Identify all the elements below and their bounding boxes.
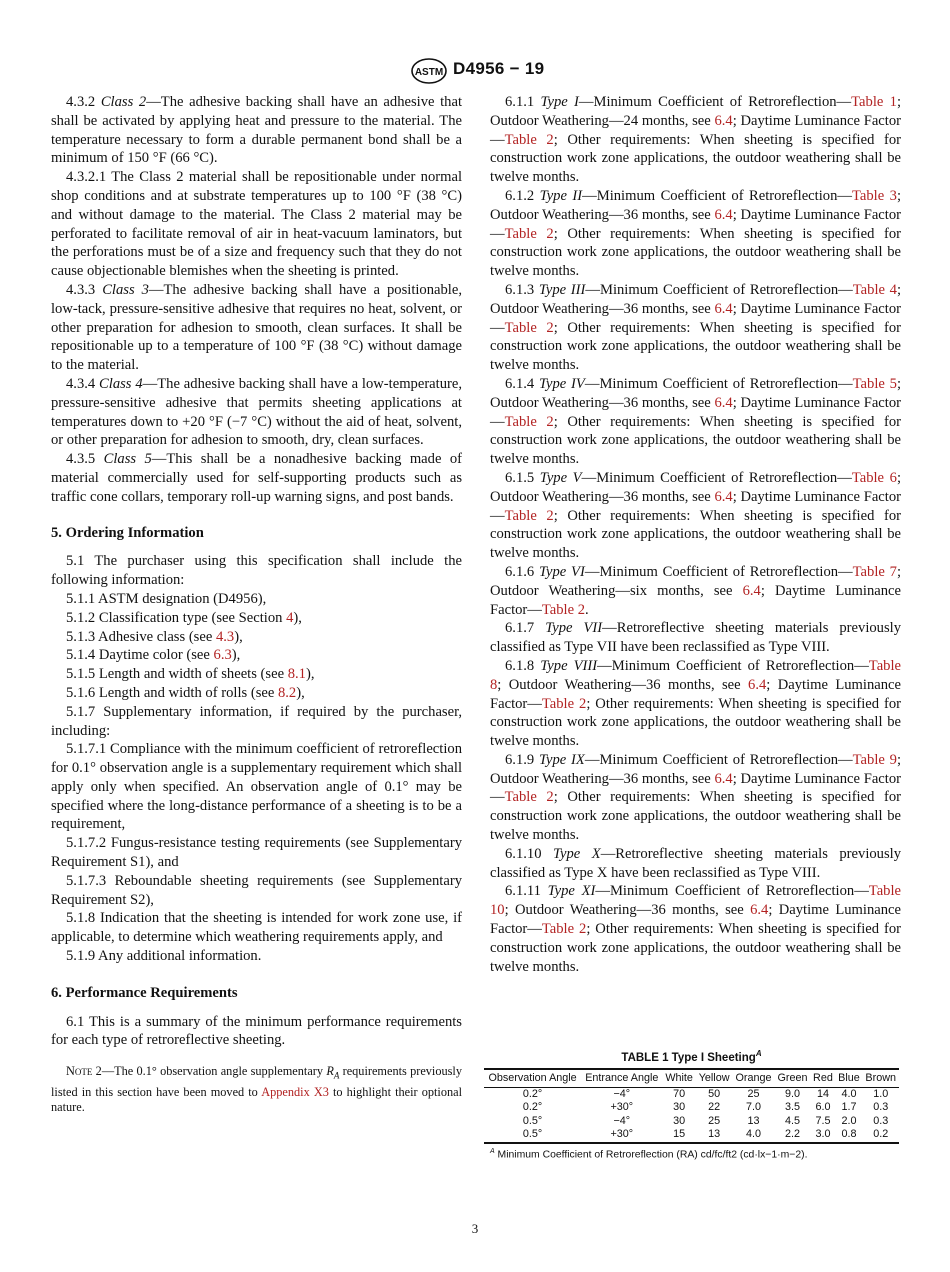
para-5-1: 5.1 The purchaser using this specification shall include the following information: (51, 553, 462, 589)
table-cell: 30 (673, 1114, 686, 1127)
section-6-4-link[interactable]: 6.4 (742, 582, 761, 599)
table-cell: 0.3 (873, 1101, 889, 1114)
table-1-footnote: $^A$ Minimum Coefficient of Retroreflection (RA) cd/fc/ft2 (cd·lx−1·m−2). (490, 1147, 808, 1161)
para-4-3-3: 4.3.3 Class 3—The adhesive backing shall have a positionable, low-tack, pressure-sensitive adhesive that requires no heat, solvent, or other preparation for adhesion to smooth, clean surfaces. It shall be repositionable up to a temperature of 100 °F (38 °C) without damage to the material. (51, 281, 462, 374)
para-5-1-2: 5.1.2 Classification type (see Section 4), (66, 609, 302, 626)
para-5-1-7-3: 5.1.7.3 Reboundable sheeting requirements (see Supplementary Requirement S2), (51, 872, 462, 908)
table-1-grid (484, 1068, 899, 1144)
table-cell: 50 (708, 1087, 721, 1100)
table-2-link[interactable]: Table 2 (504, 225, 554, 242)
table-1 (484, 1049, 899, 1160)
appendix-x3-link[interactable]: Appendix X3 (261, 1084, 329, 1099)
table-cell: 0.5° (522, 1114, 543, 1127)
table-cell: 6.0 (815, 1101, 831, 1114)
table-cell: 9.0 (784, 1087, 800, 1100)
section-6-4-link[interactable]: 6.4 (714, 112, 733, 129)
page-header (0, 58, 950, 88)
table-header-cell: Green (777, 1071, 808, 1084)
table-cell: 25 (708, 1114, 721, 1127)
para-5-1-7-1: 5.1.7.1 Compliance with the minimum coefficient of retroreflection for 0.1° observation angle is a supplementary requirement which shall apply only when specified. An observation angle of 0.1° may be specified where the long-distance performance of a sheeting is to be a requirement, (51, 741, 462, 833)
section-6-heading: 6. Performance Requirements (51, 984, 238, 1001)
table-cell: +30° (610, 1128, 634, 1141)
table-2-link[interactable]: Table 2 (541, 921, 587, 938)
svg-text:ASTM: ASTM (414, 67, 444, 78)
section-6-4-link[interactable]: 6.4 (714, 488, 733, 505)
para-6-1-2: 6.1.2 Type II—Minimum Coefficient of Retroreflection—Table 3; Outdoor Weathering—36 months, see 6.4; Daytime Luminance Factor—Table 2; Other requirements: When sheeting is specified for construction work zone applications, the outdoor weathering shall be twelve months. (490, 187, 901, 280)
table-cell: 15 (673, 1128, 686, 1141)
table-header-row (484, 1069, 899, 1088)
table-cell: 4.0 (746, 1128, 762, 1141)
section-5-heading: 5. Ordering Information (51, 524, 204, 541)
table-row (484, 1087, 899, 1101)
table-header-cell: Red (813, 1071, 833, 1084)
table-cell: 0.3 (873, 1114, 889, 1127)
section-6-4-link[interactable]: 6.4 (714, 206, 733, 223)
table-header-cell: Blue (838, 1071, 860, 1084)
table-1-title: TABLE 1 Type I Sheeting$^A$ (621, 1049, 762, 1064)
table-cell: 22 (708, 1101, 721, 1114)
para-6-1-10: 6.1.10 Type X—Retroreflective sheeting materials previously classified as Type X have been reclassified as Type VIII. (490, 845, 901, 881)
para-6-1-3: 6.1.3 Type III—Minimum Coefficient of Retroreflection—Table 4; Outdoor Weathering—36 months, see 6.4; Daytime Luminance Factor—Table 2; Other requirements: When sheeting is specified for construction work zone applications, the outdoor weathering shall be twelve months. (490, 281, 901, 374)
table-2-link[interactable]: Table 2 (504, 789, 554, 806)
table-cell: 3.0 (815, 1128, 831, 1141)
para-5-1-7-2: 5.1.7.2 Fungus-resistance testing requirements (see Supplementary Requirement S1), and (51, 835, 462, 871)
table-cell: 0.5° (522, 1128, 543, 1141)
table-cell: 2.2 (784, 1128, 800, 1141)
table-header-cell: Entrance Angle (585, 1071, 659, 1084)
table-header-cell: Brown (865, 1071, 897, 1084)
table-cell: 25 (747, 1087, 760, 1100)
section-6-4-link[interactable]: 6.4 (714, 394, 733, 411)
table-cell: 3.5 (784, 1101, 800, 1114)
para-5-1-7: 5.1.7 Supplementary information, if required by the purchaser, including: (51, 703, 462, 739)
page-number: 3 (471, 1221, 479, 1236)
para-4-3-2: 4.3.2 Class 2—The adhesive backing shall have an adhesive that shall be activated by applying heat and pressure to the material. The temperature necessary to form a durable permanent bond shall be a minimum of 150 °F (66 °C). (51, 94, 462, 167)
right-column (490, 93, 901, 976)
table-cell: 7.5 (815, 1114, 831, 1127)
section-6-3-link[interactable]: 6.3 (213, 647, 232, 664)
table-2-link[interactable]: Table 2 (504, 319, 554, 336)
table-cell: 0.2 (873, 1128, 889, 1141)
table-cell: 70 (673, 1087, 686, 1100)
para-6-1: 6.1 This is a summary of the minimum performance requirements for each type of retroreflective sheeting. (51, 1013, 462, 1049)
para-4-3-4: 4.3.4 Class 4—The adhesive backing shall have a low-temperature, pressure-sensitive adhesive that permits sheeting applications at temperatures down to +20 °F (−7 °C) without the aid of heat, solvent, or other preparation for adhesion to smooth, dry, clean surfaces. (51, 375, 462, 449)
note-2: Note 2—The 0.1° observation angle supplementary $R_A$ requirements previously listed in this section have been moved to Appendix X3 to highlight their optional nature. (51, 1064, 462, 1115)
table-cell: 13 (747, 1114, 760, 1127)
para-6-1-9: 6.1.9 Type IX—Minimum Coefficient of Retroreflection—Table 9; Outdoor Weathering—36 months, see 6.4; Daytime Luminance Factor—Table 2; Other requirements: When sheeting is specified for construction work zone applications, the outdoor weathering shall be twelve months. (490, 751, 902, 844)
table-cell: 0.2° (522, 1087, 543, 1100)
table-link[interactable]: Table 5 (852, 375, 897, 392)
section-8-1-link[interactable]: 8.1 (287, 666, 306, 683)
table-row (484, 1128, 899, 1143)
table-cell: 7.0 (746, 1101, 762, 1114)
table-link[interactable]: Table 9 (852, 751, 897, 768)
table-header-cell: Yellow (698, 1071, 730, 1084)
table-cell: 1.0 (873, 1087, 889, 1100)
table-2-link[interactable]: Table 2 (504, 507, 554, 524)
document-designation: D4956 − 19 (453, 59, 545, 78)
para-5-1-9: 5.1.9 Any additional information. (66, 948, 262, 965)
left-column (51, 93, 462, 1116)
table-header-cell: Observation Angle (488, 1071, 577, 1084)
table-cell: 1.7 (841, 1101, 857, 1114)
table-cell: 13 (708, 1128, 721, 1141)
para-6-1-7: 6.1.7 Type VII—Retroreflective sheeting materials previously classified as Type VII have been reclassified as Type VIII. (490, 620, 901, 656)
section-6-4-link[interactable]: 6.4 (714, 300, 733, 317)
table-cell: −4° (613, 1114, 631, 1127)
table-link[interactable]: Table 6 (851, 469, 897, 486)
table-cell: 4.5 (784, 1114, 800, 1127)
para-4-3-2-1: 4.3.2.1 The Class 2 material shall be repositionable under normal shop conditions and at substrate temperatures up to 100 °F (38 °C) and without damage to the material. The Class 2 material may be perforated to facilitate removal of air in heat-vacuum laminators, but the perforations must be of a size and frequency such that they do not cause objectionable blemishes when the sheeting is printed. (51, 169, 462, 280)
para-6-1-11: 6.1.11 Type XI—Minimum Coefficient of Retroreflection—Table 10; Outdoor Weathering—36 months, see 6.4; Daytime Luminance Factor—Table 2; Other requirements: When sheeting is specified for construction work zone applications, the outdoor weathering shall be twelve months. (490, 883, 901, 975)
table-header-cell: White (665, 1071, 693, 1084)
para-5-1-4: 5.1.4 Daytime color (see 6.3), (66, 647, 241, 664)
table-2-link[interactable]: Table 2 (541, 601, 586, 618)
para-5-1-6: 5.1.6 Length and width of rolls (see 8.2), (66, 684, 305, 701)
table-row (484, 1101, 899, 1115)
table-cell: 14 (816, 1087, 829, 1100)
section-4-3-link[interactable]: 4.3 (215, 628, 235, 645)
para-5-1-1: 5.1.1 ASTM designation (D4956), (66, 590, 267, 607)
section-6-4-link[interactable]: 6.4 (750, 902, 769, 919)
astm-logo-icon (410, 58, 448, 84)
table-link[interactable]: Table 7 (852, 563, 897, 580)
table-cell: 0.2° (522, 1101, 543, 1114)
para-6-1-4: 6.1.4 Type IV—Minimum Coefficient of Retroreflection—Table 5; Outdoor Weathering—36 months, see 6.4; Daytime Luminance Factor—Table 2; Other requirements: When sheeting is specified for construction work zone applications, the outdoor weathering shall be twelve months. (490, 375, 902, 468)
table-2-link[interactable]: Table 2 (541, 695, 587, 712)
table-link[interactable]: Table 1 (851, 94, 897, 110)
section-4-link[interactable]: 4 (286, 609, 294, 626)
para-5-1-3: 5.1.3 Adhesive class (see 4.3), (66, 628, 243, 645)
table-cell: 30 (673, 1101, 686, 1114)
table-2-link[interactable]: Table 2 (504, 413, 554, 430)
table-link[interactable]: Table 4 (852, 281, 897, 298)
para-6-1-8: 6.1.8 Type VIII—Minimum Coefficient of Retroreflection—Table 8; Outdoor Weathering—36 months, see 6.4; Daytime Luminance Factor—Table 2; Other requirements: When sheeting is specified for construction work zone applications, the outdoor weathering shall be twelve months. (490, 657, 901, 750)
table-2-link[interactable]: Table 2 (504, 131, 554, 148)
table-cell: 0.8 (841, 1128, 857, 1141)
para-6-1-5: 6.1.5 Type V—Minimum Coefficient of Retroreflection—Table 6; Outdoor Weathering—36 months, see 6.4; Daytime Luminance Factor—Table 2; Other requirements: When sheeting is specified for construction work zone applications, the outdoor weathering shall be twelve months. (490, 469, 901, 562)
table-link[interactable]: Table 3 (851, 187, 897, 204)
table-header-cell: Orange (735, 1071, 772, 1084)
table-cell: −4° (613, 1087, 631, 1100)
table-link[interactable]: Table 10 (490, 883, 901, 919)
table-cell: +30° (610, 1101, 634, 1114)
section-6-4-link[interactable]: 6.4 (748, 676, 767, 693)
table-cell: 4.0 (841, 1087, 857, 1100)
para-6-1-6: 6.1.6 Type VI—Minimum Coefficient of Retroreflection—Table 7; Outdoor Weathering—six months, see 6.4; Daytime Luminance Factor—Table 2. (490, 563, 902, 618)
para-4-3-5: 4.3.5 Class 5—This shall be a nonadhesive backing made of material commercially used for self-supporting products such as traffic cone collars, temporary roll-up warning signs, and post bands. (51, 451, 463, 505)
table-cell: 2.0 (841, 1114, 857, 1127)
section-8-2-link[interactable]: 8.2 (277, 684, 297, 701)
section-6-4-link[interactable]: 6.4 (714, 770, 733, 787)
para-5-1-8: 5.1.8 Indication that the sheeting is intended for work zone use, if applicable, to determine which weathering requirements apply, and (51, 910, 462, 946)
table-row (484, 1115, 899, 1129)
para-5-1-5: 5.1.5 Length and width of sheets (see 8.1), (66, 666, 315, 683)
table-link[interactable]: Table 8 (490, 657, 901, 693)
para-6-1-1: 6.1.1 Type I—Minimum Coefficient of Retroreflection—Table 1; Outdoor Weathering—24 months, see 6.4; Daytime Luminance Factor—Table 2; Other requirements: When sheeting is specified for construction work zone applications, the outdoor weathering shall be twelve months. (490, 94, 901, 186)
